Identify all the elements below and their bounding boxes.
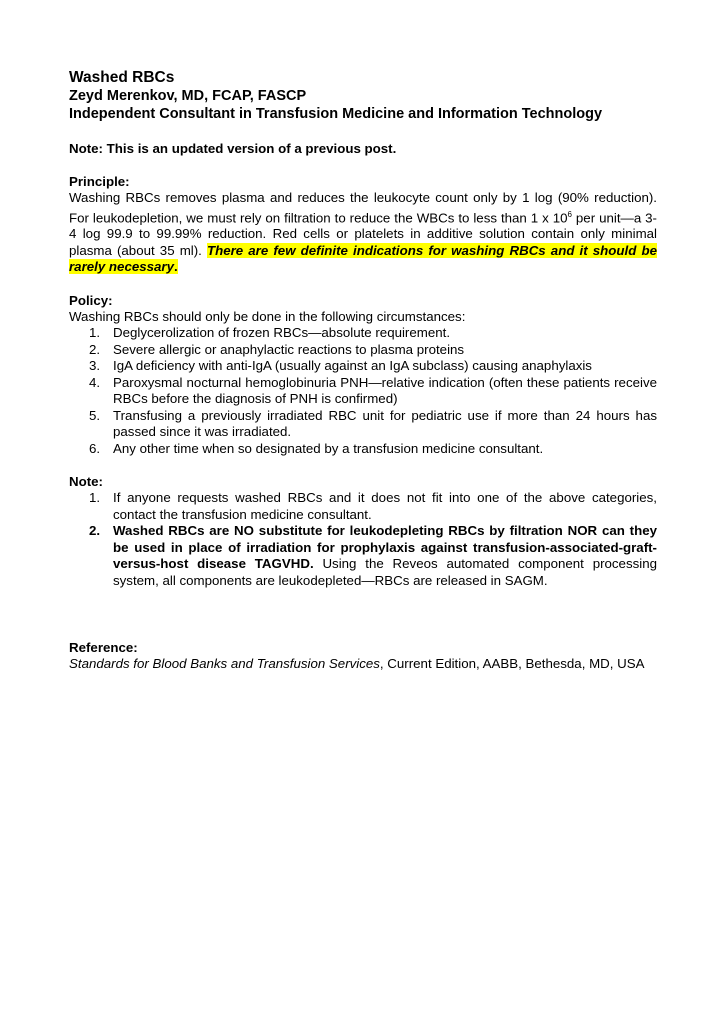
reference-text: [69, 656, 657, 673]
principle-highlight-end: .: [174, 259, 178, 275]
note-item: [69, 490, 657, 523]
policy-item: [69, 441, 657, 458]
list-number: 2.: [89, 523, 101, 539]
list-text: Transfusing a previously irradiated RBC unit for pediatric use if more than 24 hours has passed since it was irradiated.: [113, 407, 657, 440]
note-item: [69, 523, 657, 589]
list-text: Any other time when so designated by a transfusion medicine consultant.: [113, 440, 544, 456]
principle-text-part2: per unit—a 3-4 log 99.9 to 99.99% reduction. Red cells or platelets in additive solution contain only minimal plasma (about 35 ml).: [69, 209, 657, 258]
list-number: 3.: [89, 358, 101, 374]
list-text: Severe allergic or anaphylactic reactions to plasma proteins: [113, 341, 465, 357]
policy-heading: Policy:: [69, 292, 113, 308]
document-page: [69, 68, 657, 673]
reference-heading: Reference:: [69, 640, 138, 656]
list-number: 6.: [89, 440, 101, 456]
policy-item: [69, 342, 657, 359]
policy-list: [69, 325, 657, 457]
list-text: Using the Reveos automated component processing system, all components are leukodepleted—RBCs are released in SAGM.: [113, 556, 657, 588]
principle-text: [69, 190, 657, 276]
list-text: If anyone requests washed RBCs and it does not fit into one of the above categories, contact the transfusion medicine consultant.: [113, 490, 657, 522]
policy-item: [69, 358, 657, 375]
principle-superscript: 6: [567, 209, 572, 219]
principle-highlight-text: There are few definite indications for washing RBCs and it should be rarely necessary: [69, 242, 657, 275]
principle-heading: Principle:: [69, 174, 130, 189]
author-line: Zeyd Merenkov, MD, FCAP, FASCP: [69, 88, 307, 104]
policy-item: [69, 375, 657, 408]
affiliation-line: Independent Consultant in Transfusion Medicine and Information Technology: [69, 106, 603, 122]
principle-section: [69, 173, 657, 276]
note-list: [69, 490, 657, 589]
policy-intro: Washing RBCs should only be done in the following circumstances:: [69, 308, 466, 324]
reference-rest: , Current Edition, AABB, Bethesda, MD, USA: [379, 656, 645, 672]
reference-title: Standards for Blood Banks and Transfusion Services: [69, 656, 380, 672]
list-text: Deglycerolization of frozen RBCs—absolute requirement.: [113, 325, 451, 341]
list-text: Paroxysmal nocturnal hemoglobinuria PNH—relative indication (often these patients receive RBCs before the diagnosis of PNH is confirmed): [113, 374, 657, 407]
list-number: 1.: [89, 490, 101, 506]
note-section: [69, 473, 657, 589]
list-bold-text: Washed RBCs are NO substitute for leukodepleting RBCs by filtration NOR can they be used in place of irradiation for prophylaxis against transfusion-associated-graft-versus-host disease TAGVHD.: [113, 523, 657, 572]
list-number: 1.: [89, 325, 101, 341]
principle-text-part1: Washing RBCs removes plasma and reduces the leukocyte count only by 1 log (90% reduction). For leukodepletion, we must rely on filtration to reduce the WBCs to less than 1 x 10: [69, 190, 657, 225]
list-number: 4.: [89, 374, 101, 390]
note-heading: Note:: [69, 474, 103, 490]
reference-section: [69, 639, 657, 673]
policy-item: [69, 408, 657, 441]
policy-item: [69, 325, 657, 342]
list-number: 5.: [89, 407, 101, 423]
policy-section: [69, 292, 657, 458]
list-text: IgA deficiency with anti-IgA (usually against an IgA subclass) causing anaphylaxis: [113, 358, 592, 374]
update-note: Note: This is an updated version of a previous post.: [69, 141, 397, 156]
list-number: 2.: [89, 341, 101, 357]
document-title: Washed RBCs: [69, 69, 175, 86]
